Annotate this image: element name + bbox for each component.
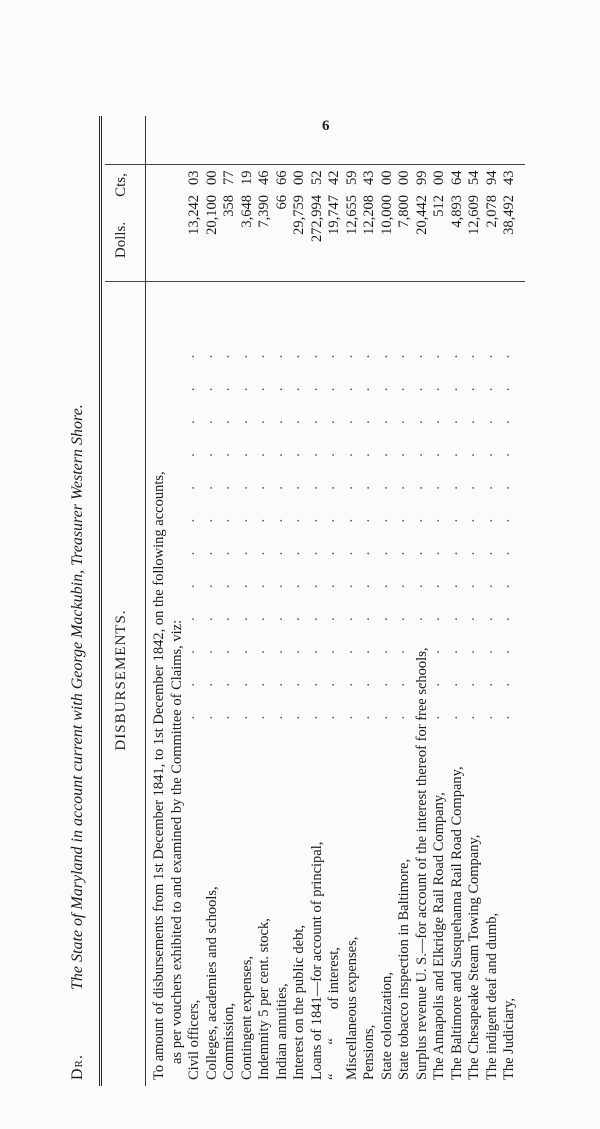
row-dollars: 512 <box>431 195 447 217</box>
row-dollars: 7,800 <box>396 195 412 228</box>
row-description: State colonization, <box>378 972 395 1080</box>
row-description: Pensions, <box>361 1024 377 1080</box>
row-dollars: 38,492 <box>501 195 517 235</box>
leader-dots: ············ <box>378 326 395 720</box>
ledger-rows <box>151 120 519 1080</box>
row-cents: 77 <box>221 170 237 185</box>
row-cents: 00 <box>396 170 412 185</box>
row-dollars: 3,648 <box>238 195 255 228</box>
row-cents: 43 <box>361 170 377 185</box>
dr-label: Dr. <box>69 1054 86 1080</box>
ledger-row <box>361 120 379 1080</box>
row-dollars: 12,208 <box>361 195 377 235</box>
ledger-row <box>274 120 292 1080</box>
row-description: The Annapolis and Elkridge Rail Road Company, <box>431 792 447 1080</box>
row-description: State tobacco inspection in Baltimore, <box>396 858 412 1080</box>
cents-heading: Cts, <box>113 173 129 197</box>
ledger-row <box>431 120 449 1080</box>
row-dollars: 10,000 <box>378 195 395 235</box>
header-rule <box>145 116 146 1086</box>
row-cents: 94 <box>483 170 500 185</box>
row-description: Miscellaneous expenses, <box>343 936 360 1080</box>
row-dollars: 12,655 <box>343 195 360 235</box>
row-cents: 43 <box>501 170 517 185</box>
row-dollars: 13,242 <box>186 195 202 235</box>
leader-dots: ············ <box>238 326 255 720</box>
ledger-row <box>239 120 257 1080</box>
ledger-row <box>501 120 519 1080</box>
row-cents: 99 <box>413 170 430 185</box>
row-cents: 19 <box>238 170 255 185</box>
ledger-row <box>326 120 344 1080</box>
row-description: Interest on the public debt, <box>291 924 307 1080</box>
leader-dots: ············ <box>291 326 307 720</box>
page-number: 6 <box>322 118 330 134</box>
leader-dots: ············ <box>396 326 412 720</box>
leader-dots: ············ <box>466 326 482 720</box>
row-description: Civil officers, <box>186 999 202 1080</box>
leader-dots: ············ <box>431 326 447 720</box>
row-cents: 64 <box>448 170 465 185</box>
ledger-row <box>344 120 362 1080</box>
row-description: The Chesapeake Steam Towing Company, <box>466 834 482 1080</box>
leader-dots: ············ <box>361 326 377 720</box>
row-dollars: 20,100 <box>203 195 220 235</box>
dollars-heading: Dolls. <box>113 221 129 259</box>
row-dollars: 272,994 <box>308 195 325 243</box>
leader-dots: ············ <box>413 326 430 720</box>
row-cents: 54 <box>466 170 482 185</box>
ledger-table <box>65 90 535 1110</box>
leader-dots: ············ <box>326 326 342 720</box>
ledger-row <box>221 120 239 1080</box>
leader-dots: ············ <box>186 326 202 720</box>
leader-dots: ············ <box>448 326 465 720</box>
row-dollars: 358 <box>221 195 237 217</box>
ledger-row <box>484 120 502 1080</box>
ledger-row <box>256 120 274 1080</box>
row-description: “ “ of interest, <box>326 947 342 1080</box>
row-dollars: 4,893 <box>448 195 465 228</box>
ledger-row <box>291 120 309 1080</box>
leader-dots: ············ <box>343 326 360 720</box>
row-cents: 66 <box>273 170 290 185</box>
ledger-row <box>396 120 414 1080</box>
row-cents: 00 <box>203 170 220 185</box>
row-cents: 42 <box>326 170 342 185</box>
leader-dots: ············ <box>483 326 500 720</box>
row-description: Indian annuities, <box>273 983 290 1080</box>
row-cents: 00 <box>431 170 447 185</box>
row-description: To amount of disbursements from 1st December 1841, to 1st December 1842, on the following accounts, <box>151 471 167 1080</box>
row-dollars: 2,078 <box>483 195 500 228</box>
row-dollars: 20,442 <box>413 195 430 235</box>
row-dollars: 29,759 <box>291 195 307 235</box>
ledger-row <box>169 120 187 1080</box>
ledger-row <box>466 120 484 1080</box>
row-description: Commission, <box>221 1003 237 1080</box>
row-description: Colleges, academies and schools, <box>203 886 220 1080</box>
ledger-row <box>204 120 222 1080</box>
double-rule <box>99 116 102 1086</box>
leader-dots: ············ <box>273 326 290 720</box>
leader-dots: ············ <box>501 326 517 720</box>
ledger-row <box>309 120 327 1080</box>
ledger-row <box>151 120 169 1080</box>
row-description: as per vouchers exhibited to and examined by the Committee of Claims, viz: <box>168 619 185 1064</box>
row-dollars: 7,390 <box>256 195 272 228</box>
row-cents: 03 <box>186 170 202 185</box>
leader-dots: ············ <box>203 326 220 720</box>
row-cents: 00 <box>378 170 395 185</box>
row-dollars: 19,747 <box>326 195 342 235</box>
leader-dots: ············ <box>221 326 237 720</box>
ledger-row <box>379 120 397 1080</box>
ledger-row <box>414 120 432 1080</box>
row-description: The Baltimore and Susquehanna Rail Road Company, <box>448 766 465 1080</box>
row-description: Contingent expenses, <box>238 955 255 1080</box>
column-header <box>113 90 143 1110</box>
row-dollars: 12,609 <box>466 195 482 235</box>
row-description: Indemnity 5 per cent. stock, <box>256 918 272 1080</box>
row-cents: 52 <box>308 170 325 185</box>
leader-dots: ············ <box>308 326 325 720</box>
ledger-row <box>449 120 467 1080</box>
row-dollars: 66 <box>273 195 290 210</box>
row-description: The indigent deaf and dumb, <box>483 912 500 1080</box>
row-cents: 00 <box>291 170 307 185</box>
disbursements-heading: DISBURSEMENTS. <box>113 609 129 751</box>
row-cents: 46 <box>256 170 272 185</box>
ledger-title: The State of Maryland in account current with George Mackubin, Treasurer Western Shore. <box>69 404 86 990</box>
leader-dots: ············ <box>256 326 272 720</box>
row-description: Loans of 1841—for account of principal, <box>308 841 325 1080</box>
ledger-title-line <box>69 90 95 1110</box>
row-description: The Judiciary, <box>501 997 517 1080</box>
row-cents: 59 <box>343 170 360 185</box>
ledger-row <box>186 120 204 1080</box>
row-description: Surplus revenue U. S.—for account of the interest thereof for free schools, <box>413 647 430 1080</box>
